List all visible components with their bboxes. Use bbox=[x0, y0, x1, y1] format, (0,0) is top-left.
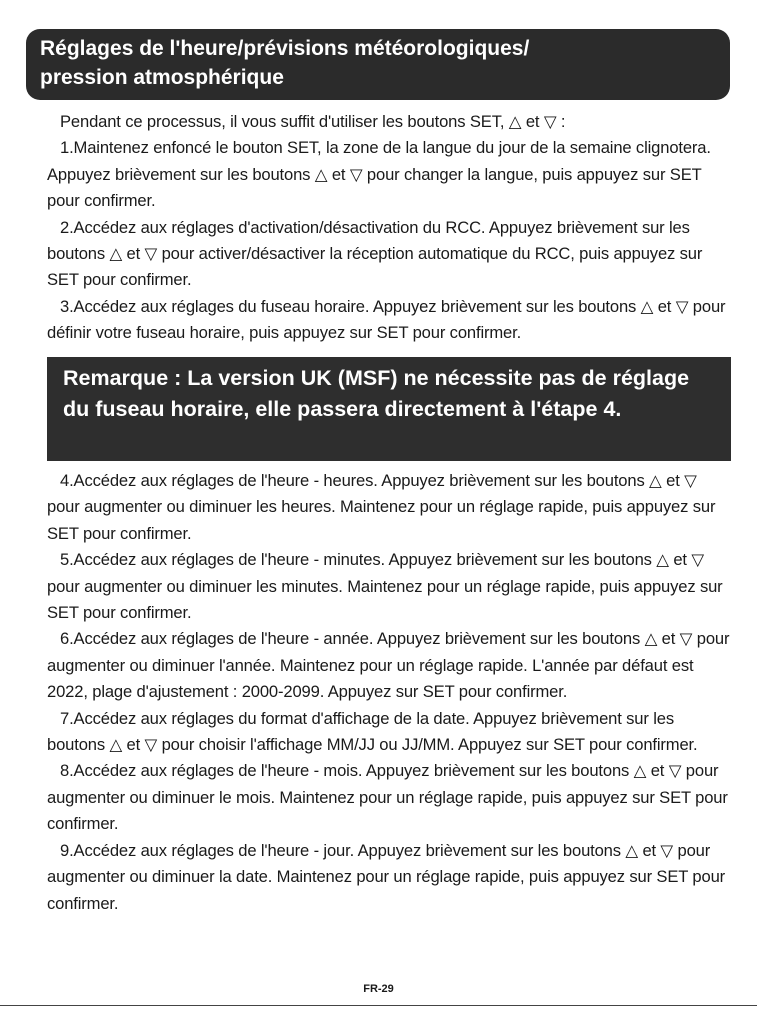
step-8: 8.Accédez aux réglages de l'heure - mois. Appuyez brièvement sur les boutons △ et ▽ pour augmenter ou diminuer le mois. Maintenez pour un réglage rapide, puis appuyez sur SET pour confirmer. bbox=[47, 761, 728, 834]
instructions-part-2 bbox=[47, 468, 733, 917]
intro-paragraph: Pendant ce processus, il vous suffit d'utiliser les boutons SET, △ et ▽ : bbox=[60, 112, 566, 131]
step-5: 5.Accédez aux réglages de l'heure - minutes. Appuyez brièvement sur les boutons △ et ▽ pour augmenter ou diminuer les minutes. Maintenez pour un réglage rapide, puis appuyez sur SET pour confirmer. bbox=[47, 550, 723, 623]
remark-text: Remarque : La version UK (MSF) ne nécessite pas de réglage du fuseau horaire, elle passera directement à l'étape 4. bbox=[63, 366, 690, 421]
step-4: 4.Accédez aux réglages de l'heure - heures. Appuyez brièvement sur les boutons △ et ▽ pour augmenter ou diminuer les heures. Maintenez pour un réglage rapide, puis appuyez sur SET pour confirmer. bbox=[47, 471, 716, 543]
step-3: 3.Accédez aux réglages du fuseau horaire. Appuyez brièvement sur les boutons △ et ▽ pour définir votre fuseau horaire, puis appuyez sur SET pour confirmer. bbox=[47, 296, 726, 343]
section-title-line-1: Réglages de l'heure/prévisions météorologiques/ bbox=[40, 37, 530, 60]
section-title-line-2: pression atmosphérique bbox=[40, 66, 284, 89]
instructions-part-1 bbox=[47, 109, 733, 347]
remark-box bbox=[47, 357, 731, 461]
step-1: 1.Maintenez enfoncé le bouton SET, la zone de la langue du jour de la semaine clignotera. Appuyez brièvement sur les boutons △ et ▽ pour changer la langue, puis appuyez sur SET pour confirmer. bbox=[47, 138, 711, 211]
step-6: 6.Accédez aux réglages de l'heure - année. Appuyez brièvement sur les boutons △ et ▽ pour augmenter ou diminuer l'année. Maintenez pour un réglage rapide. L'année par défaut est 2022, plage d'ajustement : 2000-2099. Appuyez sur SET pour confirmer. bbox=[47, 629, 730, 702]
step-7: 7.Accédez aux réglages du format d'affichage de la date. Appuyez brièvement sur les boutons △ et ▽ pour choisir l'affichage MM/JJ ou JJ/MM. Appuyez sur SET pour confirmer. bbox=[47, 708, 698, 755]
step-2: 2.Accédez aux réglages d'activation/désactivation du RCC. Appuyez brièvement sur les boutons △ et ▽ pour activer/désactiver la réception automatique du RCC, puis appuyez sur SET pour confirmer. bbox=[47, 217, 703, 290]
section-title-banner bbox=[26, 29, 730, 100]
bottom-divider bbox=[0, 1005, 757, 1006]
page-number: FR-29 bbox=[363, 983, 394, 995]
step-9: 9.Accédez aux réglages de l'heure - jour. Appuyez brièvement sur les boutons △ et ▽ pour augmenter ou diminuer la date. Maintenez pour un réglage rapide, puis appuyez sur SET pour confirmer. bbox=[47, 840, 726, 913]
